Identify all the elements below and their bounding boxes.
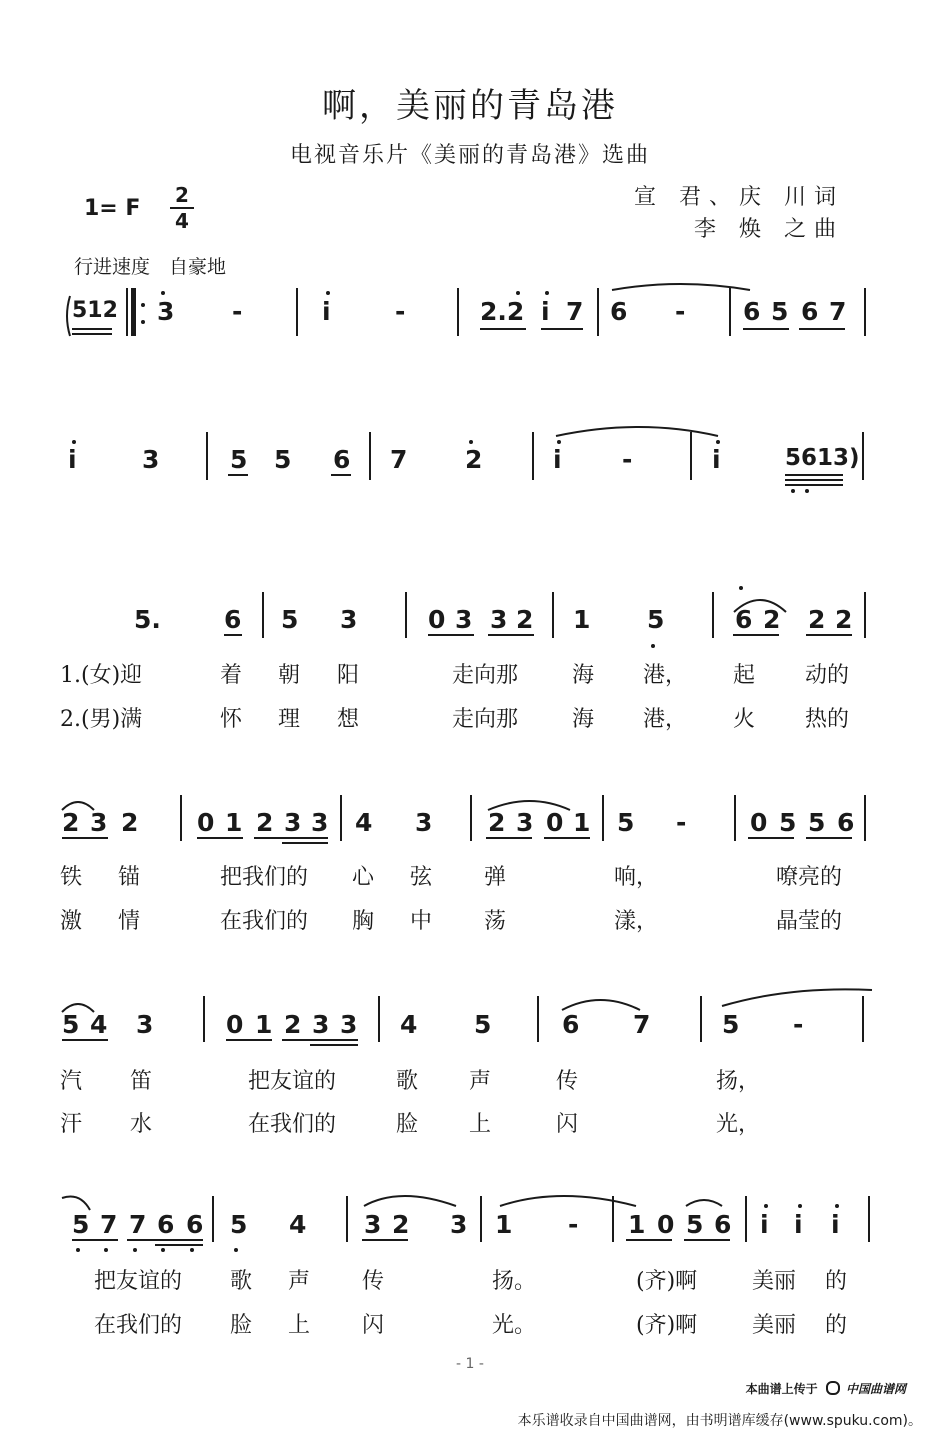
- underline: [226, 1039, 272, 1041]
- lyric: 起: [733, 663, 756, 688]
- song-title: 啊，美丽的青岛港: [322, 86, 618, 126]
- lyric: 扬。: [492, 1269, 537, 1294]
- underline: [541, 328, 583, 330]
- barline: [597, 288, 599, 336]
- lyric: 在我们的: [94, 1313, 183, 1338]
- lyric: 传: [556, 1069, 579, 1094]
- lyric: 铁: [60, 865, 83, 890]
- note: -: [568, 1210, 579, 1239]
- low-octave-dot: [76, 1248, 80, 1252]
- slur: [67, 296, 70, 336]
- note: 3: [490, 605, 508, 634]
- barline: [862, 432, 864, 480]
- footer-note: 本乐谱收录自中国曲谱网，由书明谱库缓存(www.spuku.com)。: [517, 1413, 922, 1429]
- barline: [262, 592, 264, 638]
- note: 2: [62, 808, 80, 837]
- underline: [806, 837, 852, 839]
- barline: [862, 996, 864, 1042]
- underline: [331, 474, 351, 476]
- note: 7: [390, 445, 408, 474]
- note: 1: [495, 1210, 513, 1239]
- note: 2: [465, 445, 483, 474]
- lyric: 港，: [643, 663, 688, 688]
- note: 5613): [785, 445, 860, 471]
- lyric: 海: [572, 663, 595, 688]
- lyric: 热的: [805, 707, 850, 732]
- note: 3: [450, 1210, 468, 1239]
- underline: [486, 837, 532, 839]
- lyric: 荡: [484, 909, 507, 934]
- octave-dot: [764, 1204, 768, 1208]
- tempo-marking: 行进速度 自豪地: [74, 256, 227, 278]
- lyric: 晶莹的: [776, 909, 843, 934]
- barline: [180, 795, 182, 841]
- note: 6: [562, 1010, 580, 1039]
- note: -: [395, 297, 406, 326]
- lyric: 声: [288, 1269, 311, 1294]
- note: -: [622, 445, 633, 474]
- note: 5: [771, 297, 789, 326]
- note: 5: [779, 808, 797, 837]
- lyric: 弦: [410, 865, 433, 890]
- note: 0: [657, 1210, 675, 1239]
- octave-dot: [72, 440, 76, 444]
- lyric: 心: [352, 865, 375, 890]
- note: 6: [333, 445, 351, 474]
- note: 7: [566, 297, 584, 326]
- lyric: 动的: [805, 663, 850, 688]
- note: i: [553, 445, 562, 474]
- underline: [72, 328, 112, 330]
- note: 5: [617, 808, 635, 837]
- barline: [203, 996, 205, 1042]
- note: 2: [121, 808, 139, 837]
- note: 6: [801, 297, 819, 326]
- barline: [212, 1196, 214, 1242]
- octave-dot: [161, 291, 165, 295]
- note: 7: [829, 297, 847, 326]
- underline: [799, 328, 845, 330]
- lyric: (齐)啊: [636, 1269, 698, 1294]
- underline: [362, 1239, 408, 1241]
- note: -: [793, 1010, 804, 1039]
- lyric: 在我们的: [220, 909, 309, 934]
- lyric: 汗: [60, 1112, 83, 1137]
- underline: [62, 1039, 108, 1041]
- lyric: 港，: [643, 707, 688, 732]
- octave-dot: [469, 440, 473, 444]
- note: 3: [312, 1010, 330, 1039]
- note: 2: [835, 605, 853, 634]
- page-number: - 1 -: [456, 1356, 484, 1372]
- note: 4: [90, 1010, 108, 1039]
- underline: [806, 634, 852, 636]
- lyric: 漾，: [614, 909, 659, 934]
- lyric: 走向那: [452, 663, 519, 688]
- note: 3: [142, 445, 160, 474]
- note: 5: [230, 1210, 248, 1239]
- underline: [197, 837, 243, 839]
- barline: [864, 592, 866, 638]
- note: 3: [340, 1010, 358, 1039]
- note: 0: [428, 605, 446, 634]
- octave-dot: [557, 440, 561, 444]
- note: -: [676, 808, 687, 837]
- note: 2: [763, 605, 781, 634]
- underline: [254, 837, 328, 839]
- octave-dot: [326, 291, 330, 295]
- lyric: 歌: [230, 1269, 253, 1294]
- lyric: 上: [288, 1313, 311, 1338]
- time-signature-top: 2: [175, 183, 189, 207]
- note: 3: [415, 808, 433, 837]
- lyric: 中: [410, 909, 433, 934]
- composer-credit: 李 焕 之曲: [694, 217, 844, 242]
- note: 6: [714, 1210, 732, 1239]
- underline: [428, 634, 474, 636]
- low-octave-dot: [190, 1248, 194, 1252]
- lyric: 上: [469, 1112, 492, 1137]
- lyric: 激: [60, 909, 83, 934]
- note: 0: [197, 808, 215, 837]
- barline: [470, 795, 472, 841]
- barline: [532, 432, 534, 480]
- lyric: 朝: [278, 663, 301, 688]
- barline: [864, 288, 866, 336]
- repeat-barline: [131, 288, 136, 336]
- lyric: 情: [118, 909, 141, 934]
- song-subtitle: 电视音乐片《美丽的青岛港》选曲: [289, 143, 650, 168]
- underline: [785, 474, 843, 476]
- underline: [785, 479, 843, 481]
- barline: [537, 996, 539, 1042]
- barline: [745, 1196, 747, 1242]
- underline: [72, 1239, 118, 1241]
- note: 6: [837, 808, 855, 837]
- note: 2: [488, 808, 506, 837]
- underline: [544, 837, 590, 839]
- note: 5: [722, 1010, 740, 1039]
- repeat-dot: [141, 320, 145, 324]
- note: 3: [157, 297, 175, 326]
- lyric: 把友谊的: [248, 1069, 337, 1094]
- lyric: 阳: [337, 663, 360, 688]
- octave-dot: [739, 586, 743, 590]
- note: 1: [573, 605, 591, 634]
- note: 5: [281, 605, 299, 634]
- lyric: 理: [278, 707, 301, 732]
- note: 2: [284, 1010, 302, 1039]
- note: 1: [225, 808, 243, 837]
- octave-dot: [545, 291, 549, 295]
- note: 1: [628, 1210, 646, 1239]
- underline: [282, 842, 328, 844]
- note: i: [712, 445, 721, 474]
- note: 3: [516, 808, 534, 837]
- octave-dot: [798, 1204, 802, 1208]
- barline: [340, 795, 342, 841]
- lyric: 扬，: [716, 1069, 761, 1094]
- lyric: 火: [733, 707, 756, 732]
- octave-dot: [716, 440, 720, 444]
- note: i: [322, 297, 331, 326]
- note: i: [794, 1210, 803, 1239]
- barline: [729, 288, 731, 336]
- note: 5: [808, 808, 826, 837]
- upload-note-text: 本曲谱上传于: [745, 1382, 818, 1396]
- time-signature: [168, 184, 196, 232]
- note: 6: [224, 605, 242, 634]
- lyric: 2.(男)满: [60, 707, 143, 732]
- barline: [378, 996, 380, 1042]
- underline: [743, 328, 789, 330]
- barline: [126, 288, 128, 336]
- underline: [155, 1244, 203, 1246]
- barline: [734, 795, 736, 841]
- note: 7: [633, 1010, 651, 1039]
- lyric: 脸: [230, 1313, 253, 1338]
- note: -: [675, 297, 686, 326]
- upload-note: [746, 1380, 906, 1397]
- note: 5: [62, 1010, 80, 1039]
- underline: [282, 1039, 358, 1041]
- note: 3: [90, 808, 108, 837]
- barline: [405, 592, 407, 638]
- underline: [310, 1044, 358, 1046]
- note: i: [541, 297, 550, 326]
- barline: [712, 592, 714, 638]
- tie: [556, 427, 718, 436]
- note: 2: [808, 605, 826, 634]
- note: 5: [686, 1210, 704, 1239]
- repeat-dot: [141, 303, 145, 307]
- lyric: 把友谊的: [94, 1269, 183, 1294]
- low-octave-dot: [234, 1248, 238, 1252]
- low-octave-dot: [651, 644, 655, 648]
- lyric: 美丽: [752, 1313, 797, 1338]
- low-octave-dot: [133, 1248, 137, 1252]
- lyric: 胸: [352, 909, 375, 934]
- note: 5: [647, 605, 665, 634]
- underline: [488, 634, 534, 636]
- octave-dot: [516, 291, 520, 295]
- slur: [62, 1197, 90, 1211]
- lyric: 美丽: [752, 1269, 797, 1294]
- lyric: 响，: [614, 865, 659, 890]
- lyric: 嘹亮的: [776, 865, 843, 890]
- site-logo-icon: [826, 1381, 840, 1395]
- barline: [206, 432, 208, 480]
- lyric: 笛: [130, 1069, 153, 1094]
- note: 4: [355, 808, 373, 837]
- lyric: 闪: [362, 1313, 385, 1338]
- low-octave-dot: [104, 1248, 108, 1252]
- underline: [733, 634, 779, 636]
- note: 1: [255, 1010, 273, 1039]
- barline: [480, 1196, 482, 1242]
- lyric: 1.(女)迎: [60, 663, 143, 688]
- barline: [602, 795, 604, 841]
- barline: [690, 432, 692, 480]
- underline: [684, 1239, 730, 1241]
- lyric: 把我们的: [220, 865, 309, 890]
- note: 7: [100, 1210, 118, 1239]
- underline: [224, 634, 242, 636]
- note: 3: [455, 605, 473, 634]
- low-octave-dot: [805, 489, 809, 493]
- lyric: 着: [220, 663, 243, 688]
- note: 6: [157, 1210, 175, 1239]
- low-octave-dot: [791, 489, 795, 493]
- note: -: [232, 297, 243, 326]
- note: 2: [256, 808, 274, 837]
- lyric: 在我们的: [248, 1112, 337, 1137]
- barline: [296, 288, 298, 336]
- lyric: 声: [469, 1069, 492, 1094]
- underline: [785, 484, 843, 486]
- note: 4: [289, 1210, 307, 1239]
- barline: [457, 288, 459, 336]
- note: 0: [546, 808, 564, 837]
- barline: [552, 592, 554, 638]
- lyric: 脸: [396, 1112, 419, 1137]
- note: 5: [72, 1210, 90, 1239]
- time-signature-bottom: 4: [175, 209, 189, 233]
- key-signature: 1= F: [84, 196, 141, 221]
- barline: [612, 1196, 614, 1242]
- note: 7: [129, 1210, 147, 1239]
- lyric: 的: [825, 1313, 848, 1338]
- note: 5.: [134, 605, 161, 634]
- underline: [480, 328, 526, 330]
- note: 3: [340, 605, 358, 634]
- lyric: 闪: [556, 1112, 579, 1137]
- note: 2.2: [480, 297, 525, 326]
- note: 2: [516, 605, 534, 634]
- note: 5: [274, 445, 292, 474]
- note: 2: [392, 1210, 410, 1239]
- note: 5: [474, 1010, 492, 1039]
- slur: [686, 1200, 722, 1206]
- note: i: [831, 1210, 840, 1239]
- barline: [369, 432, 371, 480]
- note: 6: [186, 1210, 204, 1239]
- tie: [500, 1196, 636, 1206]
- note: 0: [226, 1010, 244, 1039]
- underline: [748, 837, 794, 839]
- note: 0: [750, 808, 768, 837]
- octave-dot: [835, 1204, 839, 1208]
- lyric: 水: [130, 1112, 153, 1137]
- lyric: 想: [337, 707, 360, 732]
- underline: [127, 1239, 203, 1241]
- site-logo[interactable]: 中国曲谱网: [845, 1382, 906, 1396]
- barline: [864, 795, 866, 841]
- slur: [364, 1196, 456, 1206]
- note: 5: [230, 445, 248, 474]
- note: 6: [610, 297, 628, 326]
- lyric: 光，: [716, 1112, 761, 1137]
- lyric: 海: [572, 707, 595, 732]
- lyric: 的: [825, 1269, 848, 1294]
- underline: [72, 333, 112, 335]
- note: 3: [136, 1010, 154, 1039]
- note: 3: [284, 808, 302, 837]
- tie: [722, 989, 872, 1006]
- barline: [868, 1196, 870, 1242]
- lyric: 怀: [220, 707, 243, 732]
- lyric: 走向那: [452, 707, 519, 732]
- underline: [626, 1239, 672, 1241]
- note: 6: [735, 605, 753, 634]
- lyric: 弹: [484, 865, 507, 890]
- lyric: 传: [362, 1269, 385, 1294]
- note: 6: [743, 297, 761, 326]
- barline: [346, 1196, 348, 1242]
- lyric: 汽: [60, 1069, 83, 1094]
- note: i: [760, 1210, 769, 1239]
- note: 1: [573, 808, 591, 837]
- note: 4: [400, 1010, 418, 1039]
- note: 3: [311, 808, 329, 837]
- lyric: 光。: [492, 1313, 537, 1338]
- underline: [62, 837, 108, 839]
- underline: [228, 474, 248, 476]
- note: 3: [364, 1210, 382, 1239]
- low-octave-dot: [161, 1248, 165, 1252]
- note: i: [68, 445, 77, 474]
- lyric: 歌: [396, 1069, 419, 1094]
- barline: [700, 996, 702, 1042]
- lyricist-credit: 宣 君、庆 川词: [634, 185, 844, 210]
- slur: [562, 1000, 640, 1010]
- lyric: 锚: [118, 865, 141, 890]
- lyric: (齐)啊: [636, 1313, 698, 1338]
- note: 512: [72, 298, 118, 323]
